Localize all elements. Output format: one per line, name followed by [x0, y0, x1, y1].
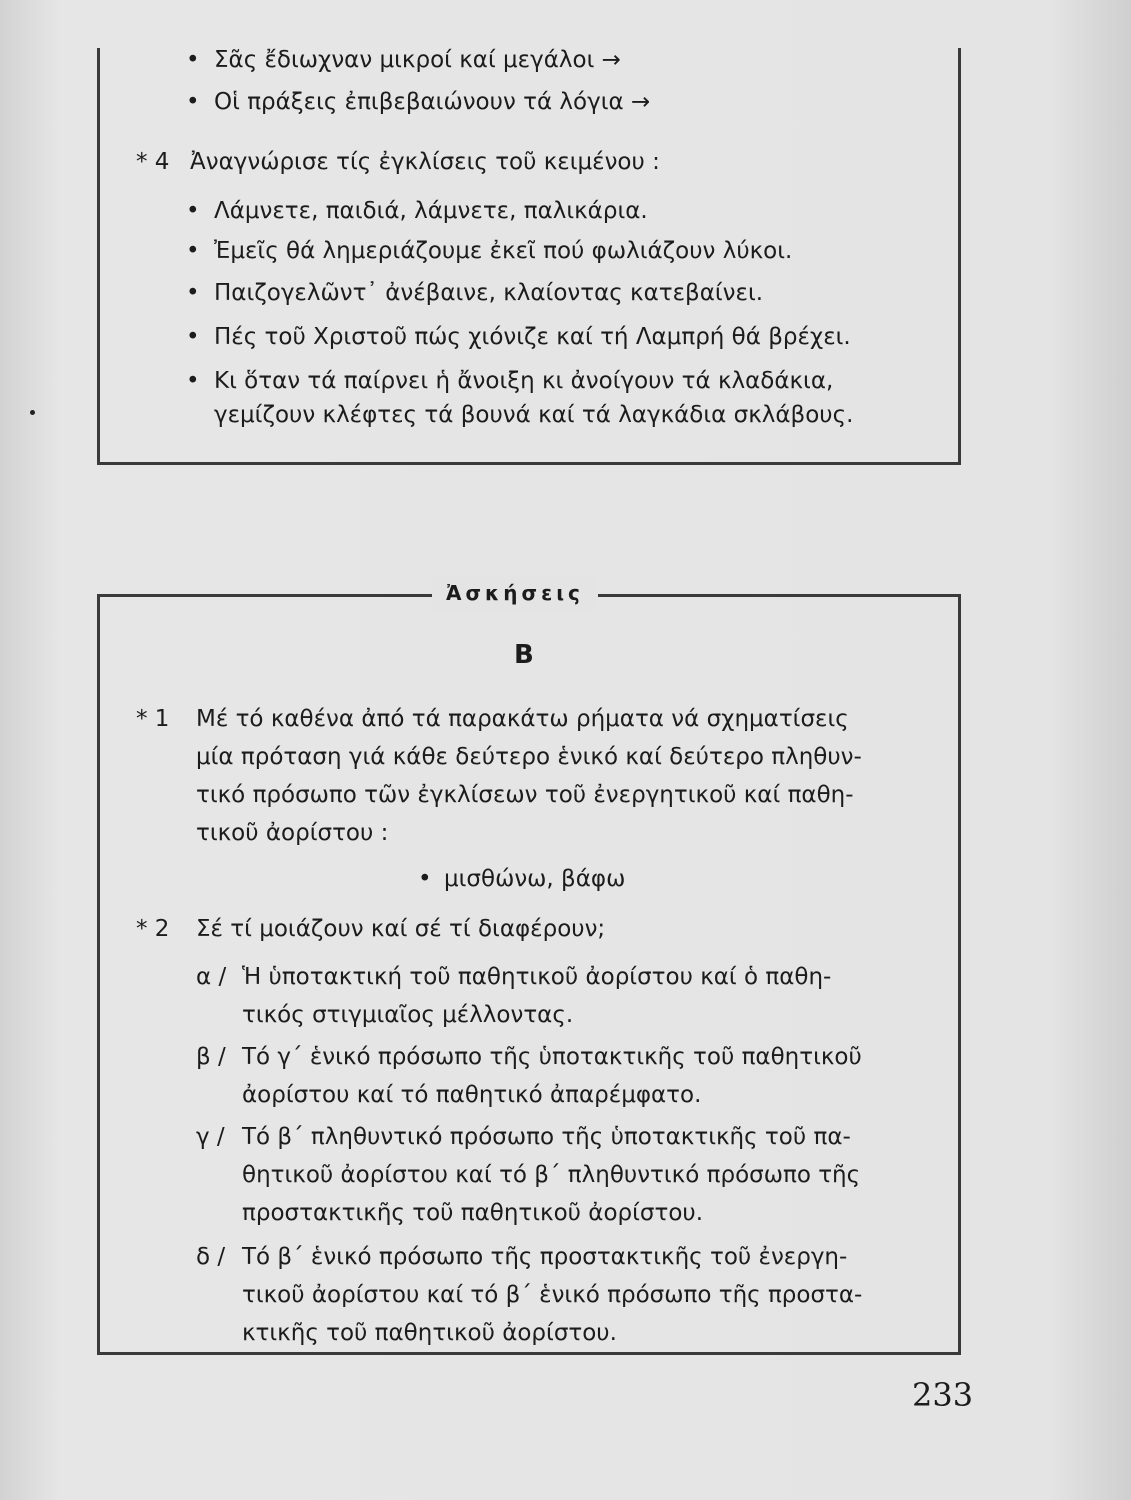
exercise-2-title: Σέ τί μοιάζουν καί σέ τί διαφέρουν;: [196, 916, 606, 942]
bullet: •: [186, 47, 200, 73]
exercise-4-item: γεμίζουν κλέφτες τά βουνά καί τά λαγκάδια σκλάβους.: [214, 402, 854, 428]
item-label: γ /: [196, 1124, 225, 1150]
exercise-4-title: Ἀναγνώρισε τίς ἐγκλίσεις τοῦ κειμένου :: [190, 149, 660, 175]
bullet: •: [186, 238, 200, 264]
bullet: •: [186, 198, 200, 224]
exercise-1-line: τικοῦ ἀορίστου :: [196, 820, 389, 846]
exercise-4-item: Λάμνετε, παιδιά, λάμνετε, παλικάρια.: [214, 198, 648, 224]
item-label: α /: [196, 964, 227, 990]
bullet: •: [186, 368, 200, 394]
exercise-4-item: Παιζογελῶντ᾽ ἀνέβαινε, κλαίοντας κατεβαίνει.: [214, 280, 764, 306]
exercise-1-marker: * 1: [136, 706, 170, 732]
section-heading: B: [514, 640, 534, 670]
exercise-2-marker: * 2: [136, 916, 170, 942]
item-label: δ /: [196, 1244, 226, 1270]
item-line: τικοῦ ἀορίστου καί τό β´ ἑνικό πρόσωπο τῆς προστα-: [242, 1282, 863, 1308]
exercise-4-marker: * 4: [136, 149, 170, 175]
item-line: κτικῆς τοῦ παθητικοῦ ἀορίστου.: [242, 1320, 617, 1346]
item-line: Τό γ´ ἑνικό πρόσωπο τῆς ὑποτακτικῆς τοῦ παθητικοῦ: [242, 1044, 862, 1070]
exercise-1-line: τικό πρόσωπο τῶν ἐγκλίσεων τοῦ ἐνεργητικοῦ καί παθη-: [196, 782, 854, 808]
item-line: προστακτικῆς τοῦ παθητικοῦ ἀορίστου.: [242, 1200, 704, 1226]
example-line: Οἱ πράξεις ἐπιβεβαιώνουν τά λόγια →: [214, 89, 651, 115]
bullet: •: [186, 89, 200, 115]
exercise-4-item: Πές τοῦ Χριστοῦ πώς χιόνιζε καί τή Λαμπρή θά βρέχει.: [214, 324, 851, 350]
bullet: •: [186, 280, 200, 306]
item-label: β /: [196, 1044, 226, 1070]
example-line: Σᾶς ἔδιωχναν μικροί καί μεγάλοι →: [214, 47, 621, 73]
stray-dot: [30, 410, 35, 415]
bullet: •: [186, 324, 200, 350]
item-line: Ἡ ὑποτακτική τοῦ παθητικοῦ ἀορίστου καί ὁ παθη-: [242, 964, 832, 990]
item-line: ἀορίστου καί τό παθητικό ἀπαρέμφατο.: [242, 1082, 702, 1108]
exercise-4-item: Ἐμεῖς θά λημεριάζουμε ἐκεῖ πού φωλιάζουν λύκοι.: [214, 238, 793, 264]
item-line: θητικοῦ ἀορίστου καί τό β´ πληθυντικό πρόσωπο τῆς: [242, 1162, 861, 1188]
exercise-1-verbs: μισθώνω, βάφω: [444, 866, 626, 892]
exercises-title: Ἀσκήσεις: [432, 576, 598, 610]
bullet: •: [418, 866, 432, 892]
page-number: 233: [912, 1376, 974, 1414]
exercise-1-line: μία πρόταση γιά κάθε δεύτερο ἑνικό καί δεύτερο πληθυν-: [196, 744, 862, 770]
item-line: τικός στιγμιαῖος μέλλοντας.: [242, 1002, 574, 1028]
exercise-1-line: Μέ τό καθένα ἀπό τά παρακάτω ρήματα νά σχηματίσεις: [196, 706, 849, 732]
item-line: Τό β´ πληθυντικό πρόσωπο τῆς ὑποτακτικῆς τοῦ πα-: [242, 1124, 851, 1150]
item-line: Τό β´ ἑνικό πρόσωπο τῆς προστακτικῆς τοῦ ἐνεργη-: [242, 1244, 848, 1270]
exercise-4-item: Κι ὅταν τά παίρνει ἡ ἄνοιξη κι ἀνοίγουν τά κλαδάκια,: [214, 368, 834, 394]
